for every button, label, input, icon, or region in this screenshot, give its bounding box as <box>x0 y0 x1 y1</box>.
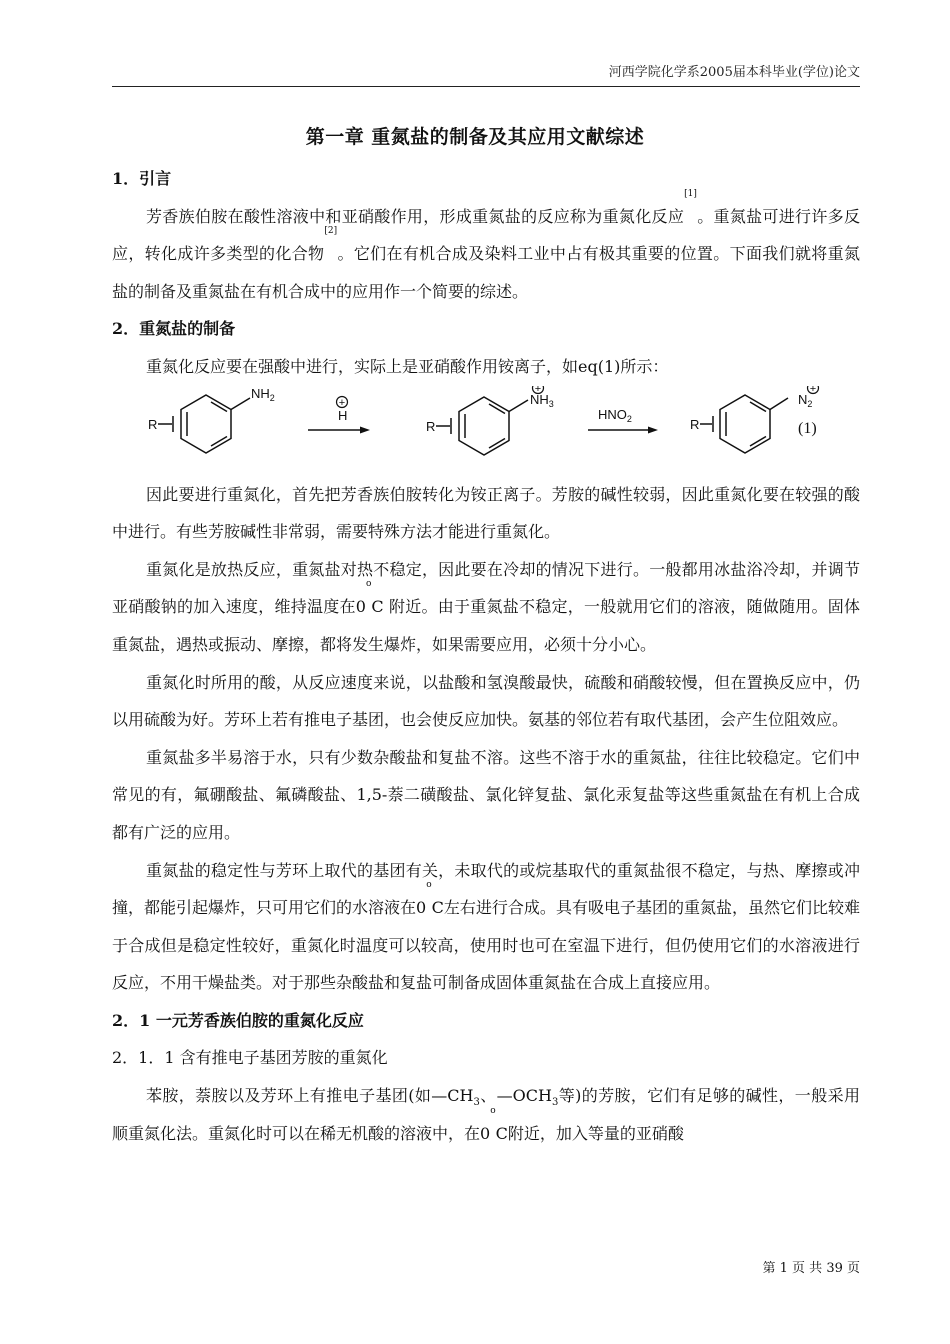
positive-charge: + <box>534 385 542 395</box>
svg-text:+: + <box>338 396 346 409</box>
paragraph: 因此要进行重氮化，首先把芳香族伯胺转化为铵正离子。芳胺的碱性较弱，因此重氮化要在较强的酸中进行。有些芳胺碱性非常弱，需要特殊方法才能进行重氮化。 <box>112 484 860 542</box>
positive-charge: + <box>809 385 817 395</box>
substituent-r: R <box>148 416 158 432</box>
benzene-ring-anilinium <box>436 397 528 455</box>
body-content <box>112 160 860 1152</box>
page-footer: 第 1 页 共 39 页 <box>762 1261 860 1276</box>
paragraph: 重氮化反应要在强酸中进行，实际上是亚硝酸作用铵离子，如eq(1)所示： <box>146 356 669 376</box>
subsection-heading: 2．1 一元芳香族伯胺的重氮化反应 <box>112 1010 364 1030</box>
reaction-arrow-diazotization <box>588 407 658 434</box>
reagent-hno2-label: $HNO_2$ <box>598 406 632 424</box>
reaction-arrow-protonation <box>308 396 370 433</box>
substituent-r: R <box>426 418 436 434</box>
subsubsection-heading: 2．1．1 含有推电子基团芳胺的重氮化 <box>112 1048 388 1068</box>
substituent-r: R <box>690 416 700 432</box>
section-heading-intro: 1．引言 <box>112 169 172 188</box>
benzene-ring-aniline <box>158 395 250 453</box>
benzene-ring-diazonium <box>700 395 788 453</box>
section-heading-preparation: 2．重氮盐的制备 <box>112 319 236 339</box>
page-header: 河西学院化学系2005届本科毕业(学位)论文 <box>112 64 860 87</box>
nh3-label: $NH_3$ <box>530 391 554 409</box>
paragraph-intro: 芳香族伯胺在酸性溶液中和亚硝酸作用，形成重氮盐的反应称为重氮化反应[1]。重氮盐可进行许多反应，转化成许多类型的化合物[2]。它们在有机合成及染料工业中占有极其重要的位置。下面我们就将重氮盐的制备及重氮盐在有机合成中的应用作一个简要的综述。 <box>112 188 860 301</box>
paragraph: 重氮盐的稳定性与芳环上取代的基团有关，未取代的或烷基取代的重氮盐很不稳定，与热、摩擦或冲撞，都能引起爆炸，只可用它们的水溶液在0$^o$C左右进行合成。具有吸电子基团的重氮盐，虽然它们比较难于合成但是稳定性较好，重氮化时温度可以较高，使用时也可在室温下进行，但仍使用它们的水溶液进行反应，不用干燥盐类。对于那些杂酸盐和复盐可制备成固体重氮盐在合成上直接应用。 <box>112 860 860 993</box>
paragraph: 重氮盐多半易溶于水，只有少数杂酸盐和复盐不溶。这些不溶于水的重氮盐，往往比较稳定。它们中常见的有，氟硼酸盐、氟磷酸盐、1,5-萘二磺酸盐、氯化锌复盐、氯化汞复盐等这些重氮盐在有机上合成都有广泛的应用。 <box>112 747 860 842</box>
citation-ref: [1] <box>684 188 697 199</box>
equation-number: (1) <box>798 419 817 437</box>
nh2-label: $NH_2$ <box>251 385 275 403</box>
n2-label: $N_2$ <box>798 391 813 409</box>
proton-label: H <box>338 407 348 423</box>
citation-ref: [2] <box>324 226 338 237</box>
paragraph: 重氮化是放热反应，重氮盐对热不稳定，因此要在冷却的情况下进行。一般都用冰盐浴冷却，并调节亚硝酸钠的加入速度，维持温度在0$^o$C 附近。由于重氮盐不稳定，一般就用它们的溶液，随做随用。固体重氮盐，遇热或振动、摩擦，都将发生爆炸，如果需要应用，必须十分小心。 <box>112 559 860 654</box>
reaction-scheme <box>112 386 860 476</box>
chapter-title: 第一章 重氮盐的制备及其应用文献综述 <box>305 126 645 148</box>
paragraph: 苯胺，萘胺以及芳环上有推电子基团(如$—CH_3$、$—OCH_3$等)的芳胺，它们有足够的碱性，一般采用顺重氮化法。重氮化时可以在稀无机酸的溶液中，在0$^o$C附近，加入等量的亚硝酸 <box>112 1086 860 1143</box>
paragraph: 重氮化时所用的酸，从反应速度来说，以盐酸和氢溴酸最快，硫酸和硝酸较慢，但在置换反应中，仍以用硫酸为好。芳环上若有推电子基团，也会使反应加快。氨基的邻位若有取代基团，会产生位阻效应。 <box>112 672 860 730</box>
